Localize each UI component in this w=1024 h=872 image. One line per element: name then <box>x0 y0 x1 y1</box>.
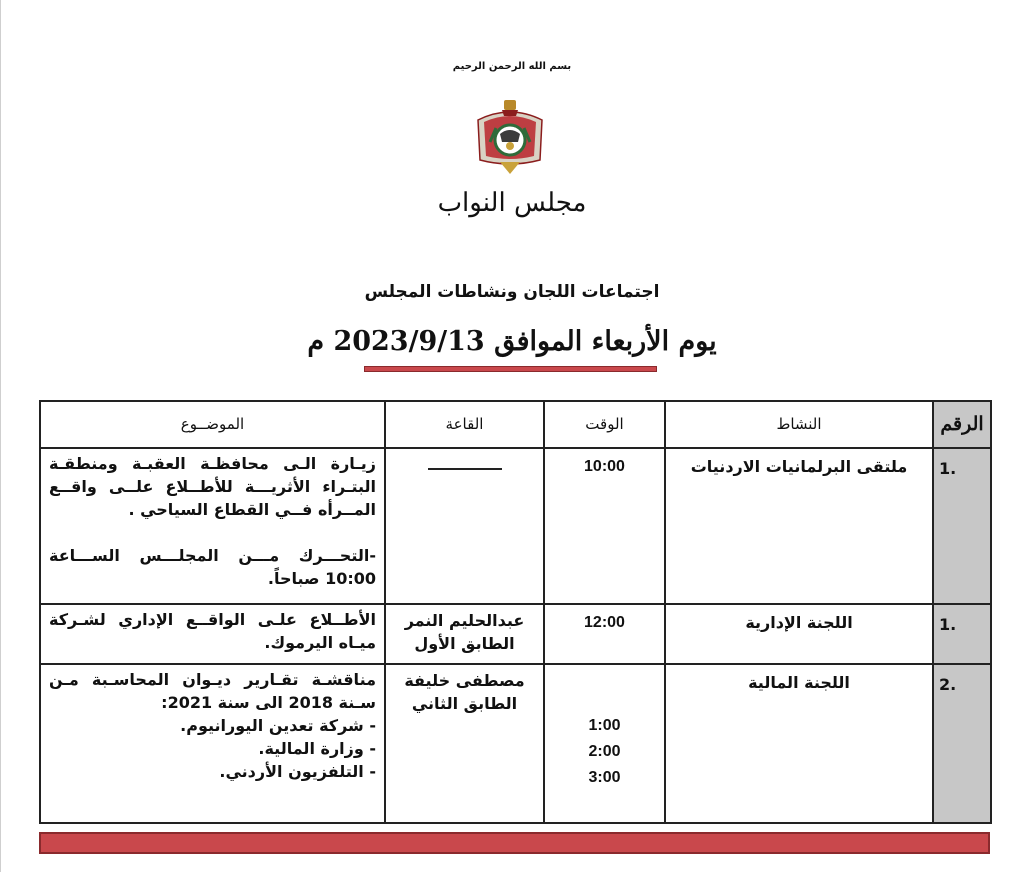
row-hall <box>385 664 544 823</box>
row-topic <box>40 448 385 604</box>
row-topic <box>40 664 385 823</box>
row-time: 12:00 <box>544 604 665 663</box>
time-slot: 1:00 <box>588 716 621 734</box>
hall-floor: الطابق الأول <box>414 634 515 654</box>
topic-paragraph: -التحـــرك مـــن المجلـــس الســـاعة 10:00 صباحاً. <box>49 546 376 588</box>
title-underline <box>364 366 657 372</box>
row-time: 10:00 <box>544 448 665 604</box>
header-hall: القاعة <box>385 401 544 448</box>
topic-paragraph: زيـارة الـى محافظـة العقبـة ومنطقـة البتـراء الأثريـــة للأطــلاع علــى واقــع المــرأه فــي القطاع السياحي . <box>49 454 376 519</box>
jordan-coat-of-arms-icon <box>470 98 550 178</box>
row-activity: اللجنة المالية <box>665 664 933 823</box>
topic-item: - التلفزيون الأردني. <box>219 761 376 781</box>
topic-item: - وزارة المالية. <box>258 738 376 758</box>
row-activity: اللجنة الإدارية <box>665 604 933 663</box>
council-name: مجلس النواب <box>437 188 587 218</box>
row-topic: الأطــلاع علـى الواقــع الإداري لشـركة ميـاه اليرموك. <box>40 604 385 663</box>
hall-name: مصطفى خليفة <box>404 670 525 690</box>
row-hall <box>385 604 544 663</box>
subtitle: اجتماعات اللجان ونشاطات المجلس <box>364 282 660 302</box>
time-slot: 3:00 <box>588 768 621 786</box>
hall-floor: الطابق الثاني <box>411 693 518 713</box>
header-number: الرقم <box>933 401 991 448</box>
row-times <box>544 664 665 823</box>
row-number: 1. <box>933 604 991 663</box>
table-row <box>40 604 991 663</box>
row-activity: ملتقى البرلمانيات الاردنيات <box>665 448 933 604</box>
header-time: الوقت <box>544 401 665 448</box>
topic-item: - شركة تعدين اليورانيوم. <box>180 715 376 735</box>
header-activity: النشاط <box>665 401 933 448</box>
topic-intro: مناقشـة تقـارير ديـوان المحاسـبة مـن سـنة 2018 الى سنة 2021: <box>49 669 376 712</box>
day-title: يوم الأربعاء الموافق 2023/9/13 م <box>307 326 717 357</box>
table-row <box>40 664 991 823</box>
basmala: بسم الله الرحمن الرحيم <box>452 61 572 72</box>
table-header-row <box>40 401 991 448</box>
time-slot: 2:00 <box>588 742 621 760</box>
row-hall <box>385 448 544 604</box>
row-number: 2. <box>933 664 991 823</box>
table-row <box>40 448 991 604</box>
header-topic: الموضــوع <box>40 401 385 448</box>
hall-name: عبدالحليم النمر <box>404 611 525 631</box>
page-edge <box>0 0 1 872</box>
empty-hall-dash <box>428 468 502 470</box>
row-number: 1. <box>933 448 991 604</box>
schedule-table <box>39 400 992 824</box>
footer-bar <box>39 832 990 854</box>
